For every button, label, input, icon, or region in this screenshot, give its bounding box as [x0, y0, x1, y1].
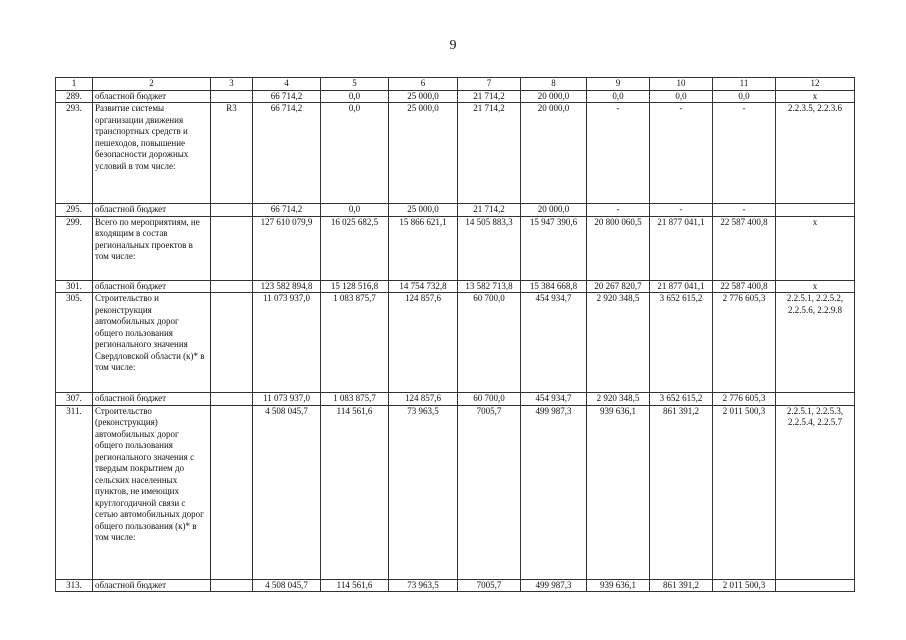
- cell-code: [211, 393, 253, 406]
- header-cell-year-2021: 7: [458, 78, 521, 91]
- cell-year-2025: -: [713, 204, 776, 217]
- cell-year-2022: 20 000,0: [521, 204, 587, 217]
- cell-code: [211, 405, 253, 579]
- cell-year-2023: 2 920 348,5: [587, 293, 650, 393]
- cell-item-name: областной бюджет: [93, 280, 211, 293]
- cell-code: R3: [211, 103, 253, 204]
- cell-year-2023: 20 267 820,7: [587, 280, 650, 293]
- table-row: [56, 103, 855, 204]
- cell-item-name: областной бюджет: [93, 579, 211, 592]
- cell-year-2023: 2 920 348,5: [587, 393, 650, 406]
- cell-year-2025: 22 587 400,8: [713, 216, 776, 280]
- cell-target-ref: x: [776, 216, 855, 280]
- cell-year-2020: 124 857,6: [389, 293, 458, 393]
- cell-total: 66 714,2: [253, 204, 321, 217]
- cell-total: 4 508 045,7: [253, 579, 321, 592]
- cell-year-2023: 20 800 060,5: [587, 216, 650, 280]
- header-cell-item-name: 2: [93, 78, 211, 91]
- budget-table: [55, 77, 855, 592]
- cell-year-2019: 114 561,6: [321, 579, 389, 592]
- cell-target-ref: [776, 579, 855, 592]
- cell-year-2024: 0,0: [650, 90, 713, 103]
- cell-year-2019: 0,0: [321, 103, 389, 204]
- cell-year-2022: 499 987,3: [521, 579, 587, 592]
- cell-year-2020: 14 754 732,8: [389, 280, 458, 293]
- cell-item-name: областной бюджет: [93, 393, 211, 406]
- cell-target-ref: x: [776, 90, 855, 103]
- table-row: [56, 293, 855, 393]
- cell-year-2024: 21 877 041,1: [650, 216, 713, 280]
- cell-code: [211, 204, 253, 217]
- cell-total: 127 610 079,9: [253, 216, 321, 280]
- cell-target-ref: 2.2.5.1, 2.2.5.2, 2.2.5.6, 2.2.9.8: [776, 293, 855, 393]
- cell-year-2025: 2 776 605,3: [713, 293, 776, 393]
- cell-year-2025: 2 011 500,3: [713, 405, 776, 579]
- cell-code: [211, 293, 253, 393]
- cell-row-number: 311.: [56, 405, 93, 579]
- cell-year-2023: 0,0: [587, 90, 650, 103]
- cell-year-2023: -: [587, 103, 650, 204]
- cell-year-2024: 21 877 041,1: [650, 280, 713, 293]
- cell-code: [211, 90, 253, 103]
- cell-item-name: Строительство (реконструкция) автомобильных дорог общего пользования регионального значения с твердым покрытием до сельских населенных пунктов, не имеющих круглогодичной связи с сетью автомобильных дорог общего пользования (к)* в том числе:: [93, 405, 211, 579]
- table-header-row: [56, 78, 855, 91]
- cell-year-2024: 861 391,2: [650, 579, 713, 592]
- cell-year-2020: 15 866 621,1: [389, 216, 458, 280]
- table-row: [56, 405, 855, 579]
- cell-total: 11 073 937,0: [253, 393, 321, 406]
- cell-year-2023: 939 636,1: [587, 405, 650, 579]
- header-cell-year-2023: 9: [587, 78, 650, 91]
- cell-year-2019: 1 083 875,7: [321, 393, 389, 406]
- header-cell-year-2024: 10: [650, 78, 713, 91]
- cell-year-2021: 7005,7: [458, 405, 521, 579]
- cell-row-number: 307.: [56, 393, 93, 406]
- cell-item-name: областной бюджет: [93, 90, 211, 103]
- header-cell-year-2025: 11: [713, 78, 776, 91]
- cell-item-name: Развитие системы организации движения транспортных средств и пешеходов, повышение безопасности дорожных условий в том числе:: [93, 103, 211, 204]
- header-cell-year-2019: 5: [321, 78, 389, 91]
- cell-year-2022: 15 947 390,6: [521, 216, 587, 280]
- cell-year-2020: 25 000,0: [389, 204, 458, 217]
- cell-year-2022: 20 000,0: [521, 103, 587, 204]
- cell-year-2025: 2 776 605,3: [713, 393, 776, 406]
- cell-year-2024: 3 652 615,2: [650, 393, 713, 406]
- table-row: [56, 579, 855, 592]
- cell-year-2022: 20 000,0: [521, 90, 587, 103]
- cell-year-2024: 861 391,2: [650, 405, 713, 579]
- cell-year-2020: 73 963,5: [389, 579, 458, 592]
- header-cell-row-number: 1: [56, 78, 93, 91]
- cell-year-2022: 499 987,3: [521, 405, 587, 579]
- table-row: [56, 216, 855, 280]
- table-row: [56, 204, 855, 217]
- cell-row-number: 295.: [56, 204, 93, 217]
- cell-year-2019: 114 561,6: [321, 405, 389, 579]
- cell-total: 4 508 045,7: [253, 405, 321, 579]
- cell-target-ref: 2.2.5.1, 2.2.5.3, 2.2.5.4, 2.2.5.7: [776, 405, 855, 579]
- cell-target-ref: [776, 204, 855, 217]
- header-cell-year-2020: 6: [389, 78, 458, 91]
- header-cell-target-ref: 12: [776, 78, 855, 91]
- cell-row-number: 299.: [56, 216, 93, 280]
- page-number: 9: [449, 38, 457, 53]
- cell-year-2024: -: [650, 103, 713, 204]
- cell-year-2022: 454 934,7: [521, 393, 587, 406]
- cell-row-number: 293.: [56, 103, 93, 204]
- cell-target-ref: [776, 393, 855, 406]
- cell-year-2021: 7005,7: [458, 579, 521, 592]
- cell-year-2025: 22 587 400,8: [713, 280, 776, 293]
- cell-year-2024: 3 652 615,2: [650, 293, 713, 393]
- cell-row-number: 289.: [56, 90, 93, 103]
- cell-total: 66 714,2: [253, 90, 321, 103]
- table-row: [56, 90, 855, 103]
- cell-item-name: областной бюджет: [93, 204, 211, 217]
- cell-year-2021: 60 700,0: [458, 393, 521, 406]
- table-row: [56, 393, 855, 406]
- cell-year-2023: -: [587, 204, 650, 217]
- cell-year-2020: 25 000,0: [389, 90, 458, 103]
- header-cell-year-2022: 8: [521, 78, 587, 91]
- cell-target-ref: x: [776, 280, 855, 293]
- cell-total: 66 714,2: [253, 103, 321, 204]
- cell-year-2021: 21 714,2: [458, 204, 521, 217]
- cell-total: 11 073 937,0: [253, 293, 321, 393]
- cell-year-2025: 0,0: [713, 90, 776, 103]
- cell-year-2025: -: [713, 103, 776, 204]
- header-cell-code: 3: [211, 78, 253, 91]
- cell-year-2021: 13 582 713,8: [458, 280, 521, 293]
- cell-year-2019: 0,0: [321, 204, 389, 217]
- cell-year-2019: 15 128 516,8: [321, 280, 389, 293]
- cell-row-number: 305.: [56, 293, 93, 393]
- cell-item-name: Всего по мероприятиям, не входящим в состав региональных проектов в том числе:: [93, 216, 211, 280]
- cell-code: [211, 280, 253, 293]
- cell-item-name: Строительство и реконструкция автомобильных дорог общего пользования регионального значения Свердловской области (к)* в том числе:: [93, 293, 211, 393]
- cell-row-number: 301.: [56, 280, 93, 293]
- cell-year-2021: 21 714,2: [458, 103, 521, 204]
- cell-code: [211, 216, 253, 280]
- cell-year-2019: 0,0: [321, 90, 389, 103]
- cell-year-2020: 25 000,0: [389, 103, 458, 204]
- cell-year-2022: 454 934,7: [521, 293, 587, 393]
- header-cell-total: 4: [253, 78, 321, 91]
- cell-year-2025: 2 011 500,3: [713, 579, 776, 592]
- cell-target-ref: 2.2.3.5, 2.2.3.6: [776, 103, 855, 204]
- cell-year-2021: 14 505 883,3: [458, 216, 521, 280]
- cell-year-2023: 939 636,1: [587, 579, 650, 592]
- cell-year-2019: 16 025 682,5: [321, 216, 389, 280]
- cell-total: 123 582 894,8: [253, 280, 321, 293]
- cell-year-2021: 60 700,0: [458, 293, 521, 393]
- cell-year-2022: 15 384 668,8: [521, 280, 587, 293]
- cell-code: [211, 579, 253, 592]
- cell-year-2020: 124 857,6: [389, 393, 458, 406]
- table-row: [56, 280, 855, 293]
- cell-year-2019: 1 083 875,7: [321, 293, 389, 393]
- cell-year-2024: -: [650, 204, 713, 217]
- cell-year-2021: 21 714,2: [458, 90, 521, 103]
- cell-row-number: 313.: [56, 579, 93, 592]
- cell-year-2020: 73 963,5: [389, 405, 458, 579]
